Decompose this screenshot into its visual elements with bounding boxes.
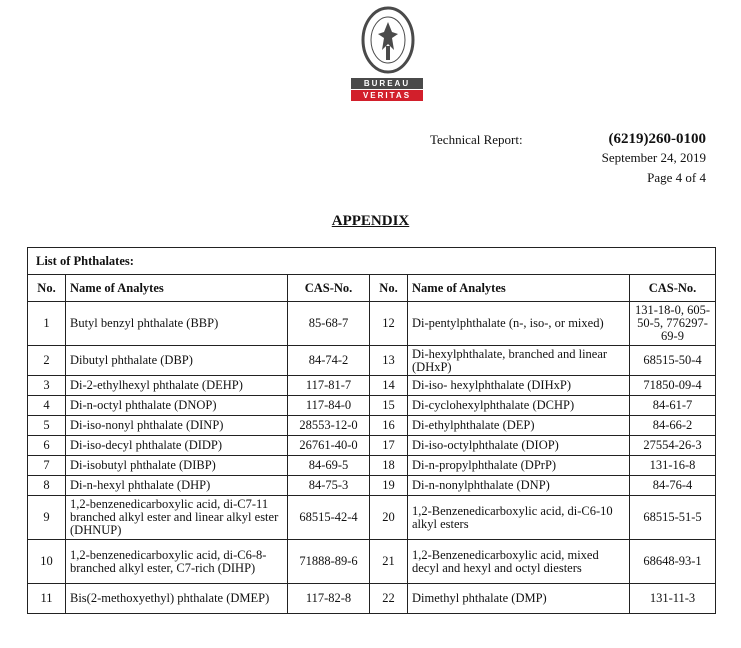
table-row — [28, 302, 716, 346]
table-row — [28, 416, 716, 436]
cas-number: 84-69-5 — [288, 456, 370, 476]
table-row — [28, 436, 716, 456]
logo-veritas-bar: VERITAS — [351, 90, 423, 101]
analyte-name: Di-n-propylphthalate (DPrP) — [408, 456, 630, 476]
logo-bureau-bar: BUREAU — [351, 78, 423, 89]
row-number: 22 — [370, 584, 408, 614]
analyte-name: Di-iso-octylphthalate (DIOP) — [408, 436, 630, 456]
cas-number: 84-61-7 — [630, 396, 716, 416]
cas-number: 85-68-7 — [288, 302, 370, 346]
cas-number: 28553-12-0 — [288, 416, 370, 436]
appendix-title: APPENDIX — [331, 213, 410, 229]
cas-number: 131-18-0, 605-50-5, 776297-69-9 — [630, 302, 716, 346]
column-header-no: No. — [370, 275, 408, 302]
table-row — [28, 476, 716, 496]
row-number: 7 — [28, 456, 66, 476]
cas-number: 117-84-0 — [288, 396, 370, 416]
cas-number: 68515-42-4 — [288, 496, 370, 540]
analyte-name: Dibutyl phthalate (DBP) — [66, 346, 288, 376]
row-number: 13 — [370, 346, 408, 376]
analyte-name: 1,2-Benzenedicarboxylic acid, di-C6-10 alkyl esters — [408, 496, 630, 540]
analyte-name: 1,2-benzenedicarboxylic acid, di-C6-8-branched alkyl ester, C7-rich (DIHP) — [66, 540, 288, 584]
bureau-veritas-logo — [351, 6, 423, 100]
cas-number: 131-11-3 — [630, 584, 716, 614]
analyte-name: Di-n-hexyl phthalate (DHP) — [66, 476, 288, 496]
row-number: 6 — [28, 436, 66, 456]
column-header-no: No. — [28, 275, 66, 302]
cas-number: 68648-93-1 — [630, 540, 716, 584]
row-number: 5 — [28, 416, 66, 436]
row-number: 4 — [28, 396, 66, 416]
analyte-name: Di-cyclohexylphthalate (DCHP) — [408, 396, 630, 416]
row-number: 10 — [28, 540, 66, 584]
table-row — [28, 584, 716, 614]
analyte-name: Di-hexylphthalate, branched and linear (DHxP) — [408, 346, 630, 376]
analyte-name: Di-n-nonylphthalate (DNP) — [408, 476, 630, 496]
analyte-name: Bis(2-methoxyethyl) phthalate (DMEP) — [66, 584, 288, 614]
report-date: September 24, 2019 — [601, 150, 706, 165]
phthalates-table — [27, 247, 716, 614]
column-header-cas: CAS-No. — [630, 275, 716, 302]
cas-number: 68515-50-4 — [630, 346, 716, 376]
analyte-name: Di-n-octyl phthalate (DNOP) — [66, 396, 288, 416]
row-number: 11 — [28, 584, 66, 614]
analyte-name: 1,2-Benzenedicarboxylic acid, mixed decyl and hexyl and octyl diesters — [408, 540, 630, 584]
analyte-name: Di-iso-decyl phthalate (DIDP) — [66, 436, 288, 456]
analyte-name: Di-isobutyl phthalate (DIBP) — [66, 456, 288, 476]
report-label: Technical Report: — [430, 132, 523, 147]
table-row — [28, 456, 716, 476]
cas-number: 117-82-8 — [288, 584, 370, 614]
cas-number: 71888-89-6 — [288, 540, 370, 584]
report-number: (6219)260-0100 — [608, 131, 706, 147]
cas-number: 131-16-8 — [630, 456, 716, 476]
cas-number: 68515-51-5 — [630, 496, 716, 540]
table-row — [28, 376, 716, 396]
row-number: 9 — [28, 496, 66, 540]
table-row — [28, 496, 716, 540]
row-number: 12 — [370, 302, 408, 346]
cas-number: 84-66-2 — [630, 416, 716, 436]
row-number: 17 — [370, 436, 408, 456]
column-header-cas: CAS-No. — [288, 275, 370, 302]
column-header-name: Name of Analytes — [408, 275, 630, 302]
column-header-name: Name of Analytes — [66, 275, 288, 302]
table-row — [28, 396, 716, 416]
row-number: 3 — [28, 376, 66, 396]
cas-number: 71850-09-4 — [630, 376, 716, 396]
table-caption: List of Phthalates: — [28, 248, 716, 275]
row-number: 16 — [370, 416, 408, 436]
row-number: 21 — [370, 540, 408, 584]
analyte-name: Butyl benzyl phthalate (BBP) — [66, 302, 288, 346]
cas-number: 117-81-7 — [288, 376, 370, 396]
analyte-name: Di-ethylphthalate (DEP) — [408, 416, 630, 436]
page-number: Page 4 of 4 — [647, 170, 706, 185]
row-number: 20 — [370, 496, 408, 540]
analyte-name: 1,2-benzenedicarboxylic acid, di-C7-11 branched alkyl ester and linear alkyl ester (DHNUP) — [66, 496, 288, 540]
analyte-name: Di-2-ethylhexyl phthalate (DEHP) — [66, 376, 288, 396]
cas-number: 84-76-4 — [630, 476, 716, 496]
cas-number: 84-74-2 — [288, 346, 370, 376]
row-number: 18 — [370, 456, 408, 476]
seal-icon — [361, 6, 415, 74]
row-number: 15 — [370, 396, 408, 416]
table-caption-row — [28, 248, 716, 275]
table-header-row — [28, 275, 716, 302]
row-number: 1 — [28, 302, 66, 346]
analyte-name: Dimethyl phthalate (DMP) — [408, 584, 630, 614]
analyte-name: Di-pentylphthalate (n-, iso-, or mixed) — [408, 302, 630, 346]
table-row — [28, 540, 716, 584]
cas-number: 84-75-3 — [288, 476, 370, 496]
table-row — [28, 346, 716, 376]
cas-number: 26761-40-0 — [288, 436, 370, 456]
analyte-name: Di-iso-nonyl phthalate (DINP) — [66, 416, 288, 436]
row-number: 2 — [28, 346, 66, 376]
cas-number: 27554-26-3 — [630, 436, 716, 456]
row-number: 14 — [370, 376, 408, 396]
analyte-name: Di-iso- hexylphthalate (DIHxP) — [408, 376, 630, 396]
row-number: 19 — [370, 476, 408, 496]
row-number: 8 — [28, 476, 66, 496]
